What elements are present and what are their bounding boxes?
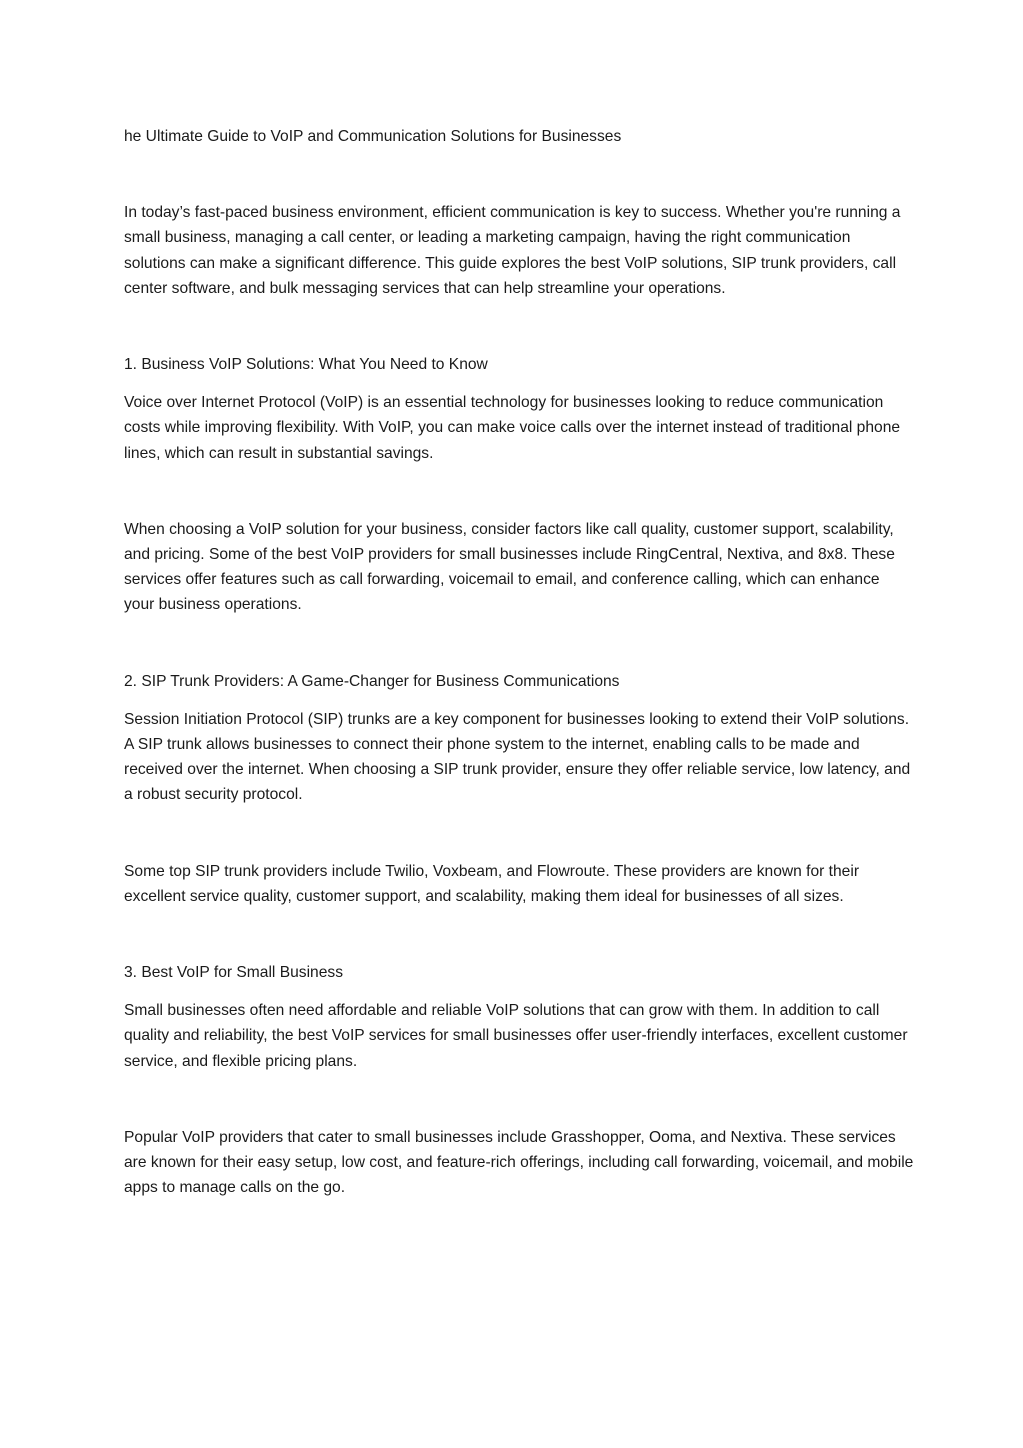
document-title: he Ultimate Guide to VoIP and Communication Solutions for Businesses <box>124 128 622 145</box>
section-1-paragraph-1: Voice over Internet Protocol (VoIP) is an essential technology for businesses looking to reduce communication costs while improving flexibility. With VoIP, you can make voice calls over the internet instead of traditional phone lines, which can result in substantial savings. <box>124 394 901 462</box>
intro-paragraph: In today’s fast-paced business environment, efficient communication is key to success. Whether you're running a small business, managing a call center, or leading a marketing campaign, having the right communication solutions can make a significant difference. This guide explores the best VoIP solutions, SIP trunk providers, call center software, and bulk messaging services that can help streamline your operations. <box>124 204 901 297</box>
section-2-heading: 2. SIP Trunk Providers: A Game-Changer for Business Communications <box>124 672 620 690</box>
document-page <box>124 124 914 1200</box>
section-3-heading: 3. Best VoIP for Small Business <box>124 964 343 982</box>
section-1-paragraph-2: When choosing a VoIP solution for your business, consider factors like call quality, customer support, scalability, and pricing. Some of the best VoIP providers for small businesses include RingCentral, Nextiva, and 8x8. These services offer features such as call forwarding, voicemail to email, and conference calling, which can enhance your business operations. <box>124 520 895 614</box>
section-2-paragraph-1: Session Initiation Protocol (SIP) trunks are a key component for businesses looking to extend their VoIP solutions. A SIP trunk allows businesses to connect their phone system to the internet, enabling calls to be made and received over the internet. When choosing a SIP trunk provider, ensure they offer reliable service, low latency, and a robust security protocol. <box>124 710 911 804</box>
section-3-paragraph-1: Small businesses often need affordable and reliable VoIP solutions that can grow with them. In addition to call quality and reliability, the best VoIP services for small businesses offer user-friendly interfaces, excellent customer service, and flexible pricing plans. <box>124 1002 908 1070</box>
section-3-paragraph-2: Popular VoIP providers that cater to small businesses include Grasshopper, Ooma, and Nextiva. These services are known for their easy setup, low cost, and feature-rich offerings, including call forwarding, voicemail, and mobile apps to manage calls on the go. <box>124 1128 914 1197</box>
section-1-heading: 1. Business VoIP Solutions: What You Need to Know <box>124 356 488 374</box>
section-2-paragraph-2: Some top SIP trunk providers include Twilio, Voxbeam, and Flowroute. These providers are known for their excellent service quality, customer support, and scalability, making them ideal for businesses of all sizes. <box>124 862 860 905</box>
